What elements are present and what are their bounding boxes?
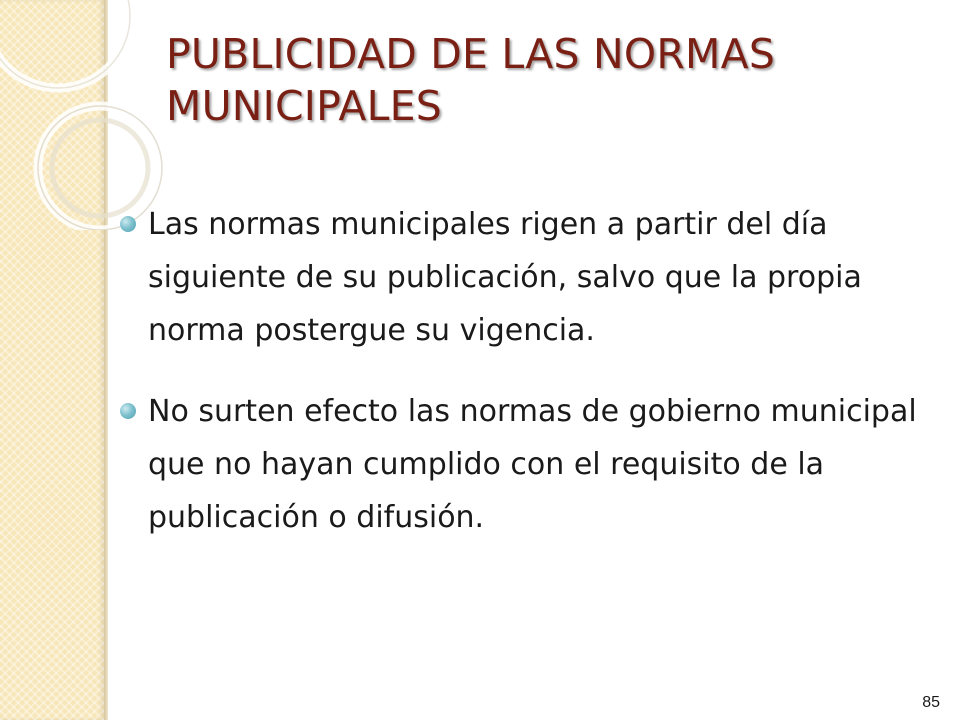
- bullet-text: No surten efecto las normas de gobierno municipal que no hayan cumplido con el requisito de la publicación o difusión.: [148, 394, 917, 535]
- slide-number: 85: [922, 694, 940, 711]
- bullet-dot-icon: [120, 403, 136, 419]
- slide-title: PUBLICIDAD DE LAS NORMAS MUNICIPALES: [166, 30, 776, 130]
- list-item: [118, 198, 918, 357]
- bullet-text: Las normas municipales rigen a partir del día siguiente de su publicación, salvo que la propia norma postergue su vigencia.: [148, 207, 862, 348]
- bullet-dot-icon: [120, 216, 136, 232]
- list-item: [118, 385, 918, 544]
- bullet-list: [118, 198, 918, 572]
